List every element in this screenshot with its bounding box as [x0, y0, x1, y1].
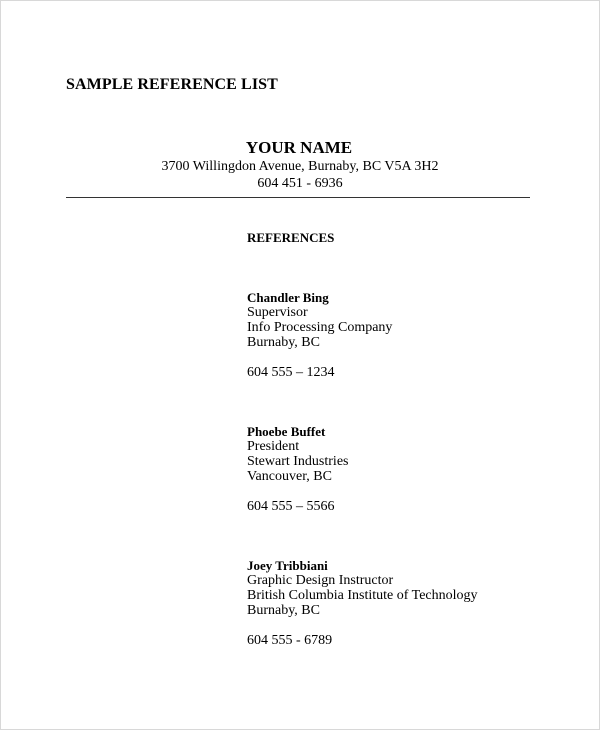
reference-entry: [247, 424, 348, 514]
reference-entry: [247, 558, 478, 648]
reference-location: Burnaby, BC: [247, 335, 320, 350]
reference-organization: Info Processing Company: [247, 320, 393, 335]
reference-name: Phoebe Buffet: [247, 424, 326, 439]
reference-location: Vancouver, BC: [247, 469, 332, 484]
reference-entry: [247, 290, 392, 380]
reference-position: Graphic Design Instructor: [247, 573, 394, 588]
reference-organization: British Columbia Institute of Technology: [247, 588, 478, 603]
applicant-address: 3700 Willingdon Avenue, Burnaby, BC V5A 3H2: [161, 159, 439, 174]
reference-location: Burnaby, BC: [247, 603, 320, 618]
reference-phone: 604 555 – 1234: [247, 365, 335, 380]
contact-header: [0, 138, 600, 192]
reference-name: Chandler Bing: [247, 290, 329, 305]
applicant-name: YOUR NAME: [245, 138, 353, 157]
header-divider: [66, 197, 530, 198]
reference-position: Supervisor: [247, 305, 308, 320]
references-heading: REFERENCES: [247, 230, 335, 245]
applicant-phone: 604 451 - 6936: [257, 176, 343, 191]
document-title: SAMPLE REFERENCE LIST: [66, 76, 278, 93]
reference-name: Joey Tribbiani: [247, 558, 328, 573]
reference-phone: 604 555 - 6789: [247, 633, 333, 648]
reference-phone: 604 555 – 5566: [247, 499, 335, 514]
reference-position: President: [247, 439, 300, 454]
reference-organization: Stewart Industries: [247, 454, 349, 469]
